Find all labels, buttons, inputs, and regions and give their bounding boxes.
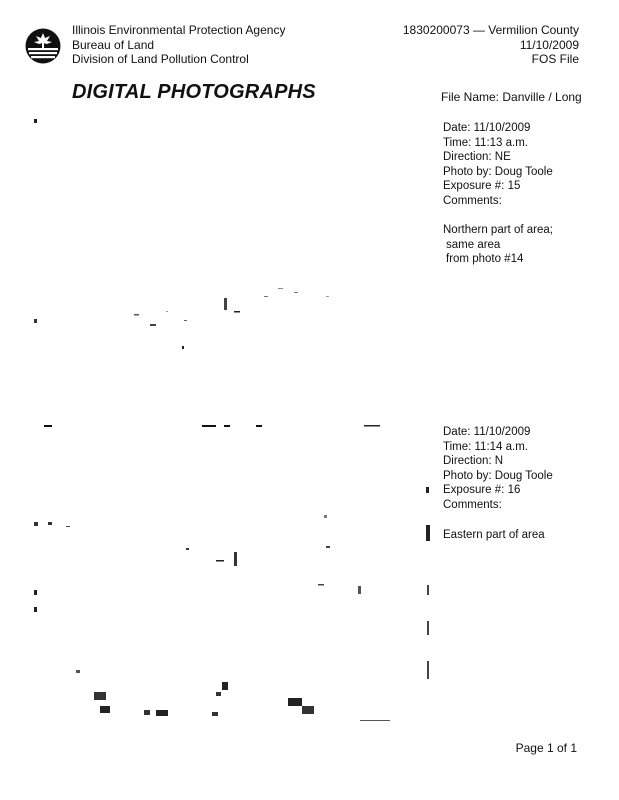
photo-1-comment-line: Northern part of area; [443, 224, 553, 236]
photo-1-photographer: Photo by: Doug Toole [443, 165, 553, 178]
header-date: 11/10/2009 [519, 37, 579, 52]
site-header [403, 23, 579, 67]
photo-2-comments-label: Comments: [443, 498, 502, 511]
photo-1 [26, 116, 418, 416]
file-name: File Name: Danville / Long [441, 90, 582, 104]
photo-1-comment-line: from photo #14 [446, 253, 524, 266]
photo-2-photographer: Photo by: Doug Toole [443, 469, 553, 482]
photo-1-exposure: Exposure #: 15 [443, 180, 521, 193]
photo-2-image [26, 420, 418, 725]
agency-header [72, 23, 285, 67]
site-id: 1830200073 — Vermilion County [402, 23, 579, 37]
page-title: DIGITAL PHOTOGRAPHS [72, 81, 316, 103]
photo-1-date: Date: 11/10/2009 [443, 122, 531, 134]
photo-2-comment [443, 528, 545, 543]
photo-2-time: Time: 11:14 a.m. [443, 440, 529, 453]
division-name: Division of Land Pollution Control [72, 52, 249, 66]
photo-2 [26, 420, 418, 725]
photo-1-details [443, 121, 553, 209]
bureau-name: Bureau of Land [72, 37, 155, 52]
photo-1-time: Time: 11:13 a.m. [443, 136, 529, 149]
photo-2-direction: Direction: N [443, 455, 504, 468]
photo-1-direction: Direction: NE [443, 151, 511, 164]
file-type: FOS File [531, 52, 579, 66]
photo-2-details [443, 425, 553, 513]
page-number: Page 1 of 1 [515, 741, 577, 755]
photo-2-exposure: Exposure #: 16 [443, 484, 521, 497]
photo-1-comments-label: Comments: [443, 194, 502, 207]
photo-2-date: Date: 11/10/2009 [443, 426, 531, 438]
scan-artifacts [424, 485, 434, 685]
photo-2-comment-line: Eastern part of area [443, 529, 545, 541]
photo-1-comment-line: same area [446, 238, 501, 251]
photo-1-comment [443, 223, 553, 267]
agency-name: Illinois Environmental Protection Agency [72, 23, 286, 37]
iepa-logo-icon [24, 27, 62, 65]
photo-1-image [26, 116, 418, 416]
